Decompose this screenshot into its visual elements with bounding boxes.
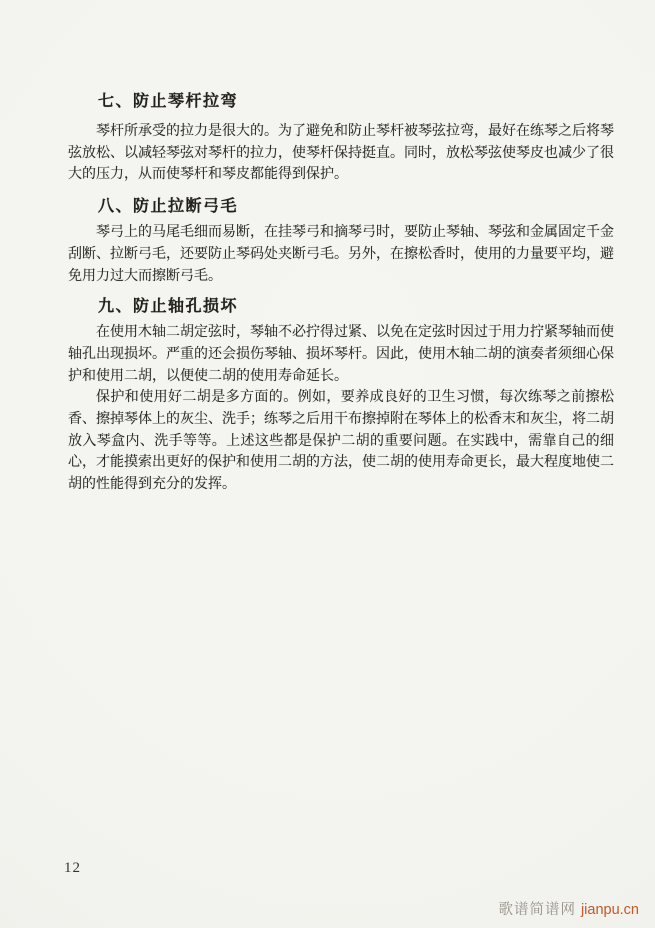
section-heading-9-prevent-peg-hole-damage: 九、防止轴孔损坏 <box>98 298 239 316</box>
section-8-paragraph: 琴弓上的马尾毛细而易断，在挂琴弓和摘琴弓时，要防止琴轴、琴弦和金属固定千金刮断、拉断弓毛，还要防止琴码处夹断弓毛。另外，在擦松香时，使用的力量要平均，避免用力过大而擦断弓毛。 <box>68 225 614 284</box>
watermark-site-url: jianpu.cn <box>580 902 639 918</box>
page-number: 12 <box>64 860 81 876</box>
watermark-site-name: 歌谱简谱网 <box>498 902 576 918</box>
section-heading-8-prevent-bow-hair-breaking: 八、防止拉断弓毛 <box>98 198 239 216</box>
section-7-paragraph: 琴杆所承受的拉力是很大的。为了避免和防止琴杆被琴弦拉弯，最好在练琴之后将琴弦放松、以减轻琴弦对琴杆的拉力，使琴杆保持挺直。同时，放松琴弦使琴皮也减少了很大的压力，从而使琴杆和琴皮都能得到保护。 <box>68 124 614 183</box>
section-9-paragraph-2: 保护和使用好二胡是多方面的。例如，要养成良好的卫生习惯，每次练琴之前擦松香、擦掉琴体上的灰尘、洗手；练琴之后用干布擦掉附在琴体上的松香末和灰尘，将二胡放入琴盒内、洗手等等。上述这些都是保护二胡的重要问题。在实践中，需靠自己的细心，才能摸索出更好的保护和使用二胡的方法，使二胡的使用寿命更长，最大程度地使二胡的性能得到充分的发挥。 <box>68 390 614 493</box>
section-heading-7-prevent-neck-bending: 七、防止琴杆拉弯 <box>98 93 239 110</box>
section-9-paragraph-1: 在使用木轴二胡定弦时，琴轴不必拧得过紧、以免在定弦时因过于用力拧紧琴轴而使轴孔出现损坏。严重的还会损伤琴轴、损坏琴杆。因此，使用木轴二胡的演奏者须细心保护和使用二胡，以便使二胡的使用寿命延长。 <box>68 325 614 384</box>
watermark <box>498 898 639 919</box>
page-content <box>68 92 614 496</box>
